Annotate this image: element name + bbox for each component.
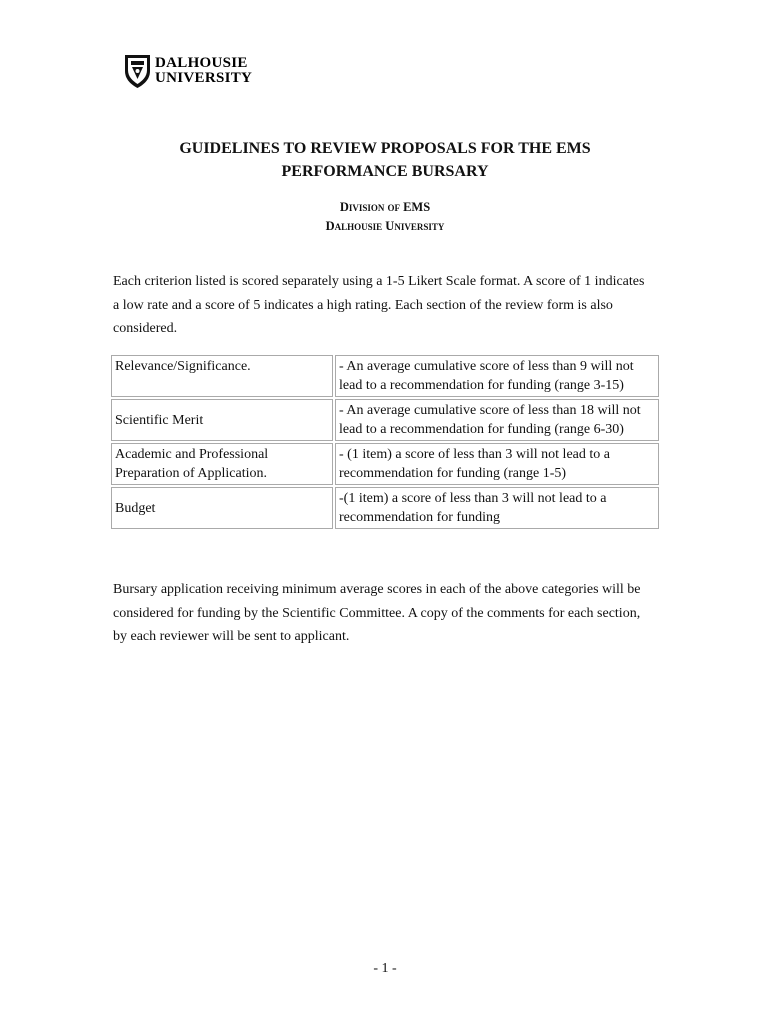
closing-paragraph: Bursary application receiving minimum average scores in each of the above categories will be considered for funding by the Scientific Committee. A copy of the comments for each section, by each reviewer will be sent to applicant. (113, 582, 641, 644)
crest-icon (124, 53, 151, 89)
criterion-cell: Relevance/Significance. (111, 355, 333, 397)
table-row (111, 399, 659, 441)
document-subtitle (0, 198, 770, 236)
table-row (111, 443, 659, 485)
logo-wordmark (155, 56, 252, 86)
criterion-cell: Budget (111, 487, 333, 529)
intro-paragraph: Each criterion listed is scored separately using a 1-5 Likert Scale format. A score of 1 indicates a low rate and a score of 5 indicates a high rating. Each section of the review form is also considered. (113, 274, 645, 336)
criterion-cell: Scientific Merit (111, 399, 333, 441)
division-label: Division of EMS (339, 200, 431, 214)
page-number: - 1 - (373, 961, 397, 976)
logo-line-2: UNIVERSITY (155, 70, 253, 86)
criteria-table (109, 353, 661, 531)
title-line-1: GUIDELINES TO REVIEW PROPOSALS FOR THE EMS (179, 140, 591, 157)
rule-cell: - An average cumulative score of less than 18 will not lead to a recommendation for funding (range 6-30) (335, 399, 659, 441)
university-label: Dalhousie University (325, 219, 445, 233)
table-row (111, 487, 659, 529)
criterion-cell: Academic and Professional Preparation of Application. (111, 443, 333, 485)
rule-cell: -(1 item) a score of less than 3 will not lead to a recommendation for funding (335, 487, 659, 529)
logo-line-1: DALHOUSIE (155, 55, 248, 71)
title-line-2: PERFORMANCE BURSARY (281, 163, 489, 180)
document-title (0, 137, 770, 183)
rule-cell: - An average cumulative score of less than 9 will not lead to a recommendation for funding (range 3-15) (335, 355, 659, 397)
university-logo (124, 53, 252, 89)
table-row (111, 355, 659, 397)
rule-cell: - (1 item) a score of less than 3 will not lead to a recommendation for funding (range 1-5) (335, 443, 659, 485)
